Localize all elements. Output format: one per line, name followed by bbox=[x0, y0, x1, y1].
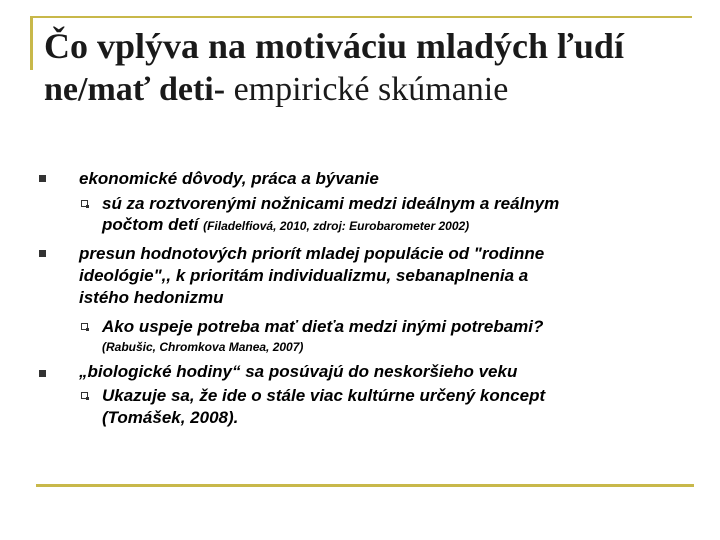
bullet-2-line-1: presun hodnotových priorít mladej populácie od "rodinne bbox=[79, 244, 545, 263]
bullet-square-icon bbox=[39, 370, 46, 377]
bullet-3-text: „biologické hodiny“ sa posúvajú do neskoršieho veku bbox=[79, 362, 518, 381]
bullet-3-sub-line-2: (Tomášek, 2008). bbox=[102, 408, 239, 427]
bullet-3-sub-line-1: Ukazuje sa, že ide o stále viac kultúrne určený koncept bbox=[102, 386, 546, 405]
bullet-1-sub-text-2: počtom detí bbox=[102, 215, 199, 234]
bullet-1-sub-line-1: sú za roztvorenými nožnicami medzi ideálnym a reálnym bbox=[102, 194, 560, 213]
citation-filadelfiova: (Filadelfiová, 2010, zdroj: Eurobarometer 2002) bbox=[203, 219, 470, 233]
title-line-2-bold: ne/mať deti- bbox=[44, 71, 226, 108]
sub-bullet-hollow-icon bbox=[81, 392, 88, 399]
bullet-2-sub-text: Ako uspeje potreba mať dieťa medzi inými potrebami? bbox=[102, 317, 544, 336]
title-line-2-rest: empirické skúmanie bbox=[225, 71, 509, 108]
sub-bullet-hollow-icon bbox=[81, 323, 88, 330]
bullet-1-text: ekonomické dôvody, práca a bývanie bbox=[79, 169, 379, 188]
bullet-2-line-3: istého hedonizmu bbox=[79, 288, 224, 307]
citation-rabusic: (Rabušic, Chromkova Manea, 2007) bbox=[102, 340, 304, 354]
bullet-square-icon bbox=[39, 175, 46, 182]
footer-accent-line bbox=[36, 484, 694, 487]
sub-bullet-hollow-icon bbox=[81, 200, 88, 207]
bullet-1-sub-line-2 bbox=[102, 214, 469, 237]
title-line-1: Čo vplýva na motiváciu mladých ľudí bbox=[44, 26, 624, 66]
bullet-2-line-2: ideológie",, k prioritám individualizmu, sebanaplnenia a bbox=[79, 266, 529, 285]
bullet-square-icon bbox=[39, 250, 46, 257]
